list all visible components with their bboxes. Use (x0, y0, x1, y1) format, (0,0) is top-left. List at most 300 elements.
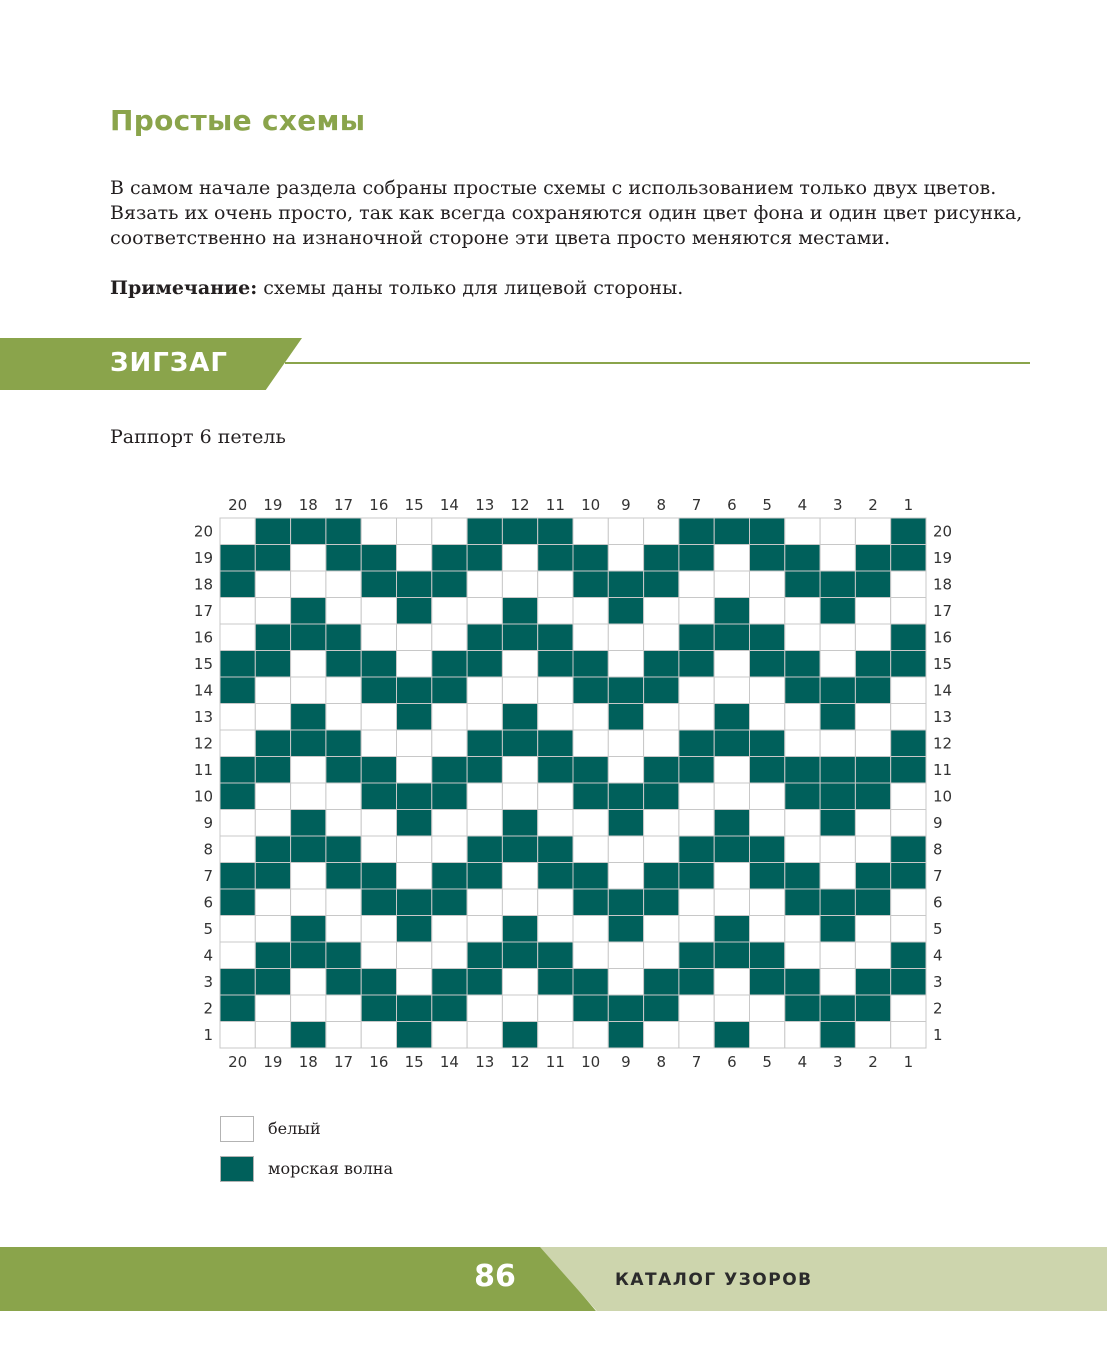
chart-cell-white (538, 995, 573, 1022)
row-number-left: 12 (193, 734, 213, 753)
chart-cell-teal (397, 783, 432, 810)
chart-cell-teal (785, 677, 820, 704)
chart-cell-teal (608, 889, 643, 916)
chart-cell-white (714, 677, 749, 704)
chart-cell-white (432, 810, 467, 837)
chart-cell-teal (573, 651, 608, 678)
chart-cell-teal (714, 810, 749, 837)
chart-cell-white (679, 704, 714, 731)
row-number-right: 20 (933, 522, 953, 541)
chart-cell-white (820, 651, 855, 678)
chart-cell-white (679, 1022, 714, 1049)
column-number-top: 18 (298, 496, 318, 514)
chart-cell-teal (855, 889, 890, 916)
chart-cell-white (361, 916, 396, 943)
chart-cell-white (291, 545, 326, 572)
chart-cell-teal (432, 995, 467, 1022)
chart-cell-teal (326, 757, 361, 784)
chart-cell-teal (467, 730, 502, 757)
chart-cell-teal (644, 969, 679, 996)
row-number-left: 19 (193, 548, 213, 567)
chart-cell-white (538, 889, 573, 916)
chart-cell-white (538, 1022, 573, 1049)
chart-cell-teal (361, 571, 396, 598)
row-number-right: 8 (933, 840, 943, 859)
chart-cell-white (573, 518, 608, 545)
chart-cell-teal (608, 916, 643, 943)
chart-cell-teal (820, 810, 855, 837)
chart-cell-teal (255, 730, 290, 757)
chart-cell-white (820, 836, 855, 863)
chart-cell-teal (220, 571, 255, 598)
chart-cell-teal (644, 677, 679, 704)
chart-cell-teal (291, 916, 326, 943)
chart-cell-white (855, 836, 890, 863)
chart-cell-teal (573, 889, 608, 916)
chart-cell-white (891, 704, 926, 731)
chart-cell-teal (644, 757, 679, 784)
chart-cell-teal (714, 704, 749, 731)
chart-cell-teal (891, 836, 926, 863)
chart-cell-teal (361, 995, 396, 1022)
chart-cell-teal (891, 651, 926, 678)
column-number-bottom: 4 (797, 1053, 808, 1071)
chart-cell-teal (291, 1022, 326, 1049)
chart-cell-teal (397, 916, 432, 943)
chart-cell-white (750, 889, 785, 916)
chart-cell-white (361, 598, 396, 625)
chart-cell-teal (855, 651, 890, 678)
row-number-right: 2 (933, 999, 943, 1018)
column-number-top: 8 (656, 496, 667, 514)
row-number-right: 17 (933, 601, 953, 620)
chart-cell-teal (785, 651, 820, 678)
chart-cell-white (714, 571, 749, 598)
chart-cell-teal (361, 863, 396, 890)
chart-cell-white (891, 598, 926, 625)
chart-cell-teal (432, 969, 467, 996)
chart-cell-teal (855, 969, 890, 996)
row-number-left: 16 (193, 628, 213, 647)
row-number-left: 13 (193, 707, 213, 726)
row-number-left: 17 (193, 601, 213, 620)
chart-cell-teal (679, 969, 714, 996)
page-heading: Простые схемы (110, 104, 366, 137)
chart-cell-white (502, 757, 537, 784)
chart-cell-white (361, 1022, 396, 1049)
note-label: Примечание: (110, 277, 258, 299)
chart-cell-white (397, 757, 432, 784)
chart-cell-teal (326, 651, 361, 678)
chart-cell-teal (820, 783, 855, 810)
chart-cell-teal (432, 757, 467, 784)
legend-swatch-teal (220, 1156, 254, 1182)
chart-cell-white (644, 730, 679, 757)
chart-cell-white (255, 810, 290, 837)
chart-cell-teal (397, 995, 432, 1022)
chart-cell-teal (679, 624, 714, 651)
column-number-bottom: 6 (727, 1053, 737, 1071)
chart-cell-white (608, 651, 643, 678)
chart-cell-white (220, 624, 255, 651)
chart-cell-teal (820, 598, 855, 625)
chart-cell-teal (326, 969, 361, 996)
chart-cell-teal (714, 730, 749, 757)
chart-cell-teal (220, 863, 255, 890)
chart-cell-white (220, 916, 255, 943)
column-number-bottom: 10 (581, 1053, 601, 1071)
chart-cell-white (679, 889, 714, 916)
chart-cell-teal (855, 545, 890, 572)
chart-cell-white (502, 863, 537, 890)
chart-cell-white (220, 1022, 255, 1049)
chart-cell-white (750, 995, 785, 1022)
chart-cell-white (785, 730, 820, 757)
column-number-top: 4 (797, 496, 808, 514)
row-number-right: 12 (933, 734, 953, 753)
chart-cell-white (326, 810, 361, 837)
chart-cell-white (644, 518, 679, 545)
row-number-right: 3 (933, 972, 943, 991)
chart-cell-white (644, 810, 679, 837)
chart-cell-teal (255, 545, 290, 572)
column-number-top: 1 (903, 496, 914, 514)
chart-cell-white (750, 598, 785, 625)
chart-cell-teal (467, 863, 502, 890)
chart-cell-white (891, 1022, 926, 1049)
chart-cell-teal (714, 836, 749, 863)
chart-cell-teal (891, 730, 926, 757)
chart-cell-teal (326, 545, 361, 572)
chart-cell-teal (432, 783, 467, 810)
chart-cell-teal (750, 545, 785, 572)
row-number-left: 3 (203, 972, 213, 991)
chart-cell-white (891, 889, 926, 916)
chart-cell-white (326, 1022, 361, 1049)
chart-cell-teal (255, 518, 290, 545)
chart-cell-teal (891, 624, 926, 651)
chart-cell-teal (714, 916, 749, 943)
chart-cell-teal (291, 730, 326, 757)
chart-cell-white (255, 571, 290, 598)
row-number-left: 7 (203, 866, 213, 885)
chart-cell-white (397, 730, 432, 757)
chart-cell-teal (502, 810, 537, 837)
chart-cell-teal (220, 889, 255, 916)
chart-cell-teal (785, 969, 820, 996)
chart-cell-teal (855, 995, 890, 1022)
column-number-bottom: 12 (510, 1053, 530, 1071)
chart-cell-teal (750, 836, 785, 863)
chart-cell-white (679, 810, 714, 837)
chart-cell-teal (573, 757, 608, 784)
chart-cell-teal (573, 969, 608, 996)
note-text: схемы даны только для лицевой стороны. (257, 277, 684, 299)
chart-cell-white (644, 1022, 679, 1049)
chart-cell-white (679, 995, 714, 1022)
row-number-left: 4 (203, 946, 213, 965)
chart-cell-teal (467, 757, 502, 784)
chart-cell-white (714, 969, 749, 996)
chart-cell-teal (820, 916, 855, 943)
chart-cell-white (291, 651, 326, 678)
chart-cell-teal (750, 730, 785, 757)
row-number-right: 4 (933, 946, 943, 965)
chart-cell-white (502, 545, 537, 572)
chart-cell-teal (750, 969, 785, 996)
chart-cell-white (644, 704, 679, 731)
column-number-bottom: 5 (762, 1053, 772, 1071)
chart-cell-teal (785, 863, 820, 890)
row-number-left: 5 (203, 919, 213, 938)
chart-cell-teal (361, 677, 396, 704)
row-number-right: 9 (933, 813, 943, 832)
chart-cell-teal (855, 757, 890, 784)
column-number-top: 17 (334, 496, 354, 514)
chart-cell-white (397, 651, 432, 678)
chart-cell-teal (397, 704, 432, 731)
chart-cell-white (608, 730, 643, 757)
chart-cell-white (291, 969, 326, 996)
chart-cell-white (820, 730, 855, 757)
chart-cell-white (538, 704, 573, 731)
chart-cell-teal (573, 863, 608, 890)
chart-cell-teal (608, 995, 643, 1022)
chart-cell-teal (785, 757, 820, 784)
chart-cell-white (855, 730, 890, 757)
row-number-left: 20 (193, 522, 213, 541)
chart-cell-teal (750, 518, 785, 545)
chart-cell-white (714, 757, 749, 784)
chart-cell-white (785, 624, 820, 651)
chart-cell-teal (679, 863, 714, 890)
chart-cell-teal (538, 757, 573, 784)
chart-cell-teal (855, 571, 890, 598)
column-number-top: 19 (263, 496, 283, 514)
chart-cell-teal (326, 836, 361, 863)
chart-cell-white (750, 704, 785, 731)
chart-cell-white (255, 1022, 290, 1049)
chart-cell-teal (502, 624, 537, 651)
chart-cell-teal (220, 783, 255, 810)
chart-cell-teal (855, 863, 890, 890)
chart-cell-white (361, 730, 396, 757)
chart-cell-teal (855, 677, 890, 704)
chart-cell-white (432, 518, 467, 545)
chart-cell-white (220, 730, 255, 757)
chart-cell-teal (432, 571, 467, 598)
chart-cell-teal (538, 651, 573, 678)
chart-cell-teal (255, 836, 290, 863)
chart-cell-white (502, 571, 537, 598)
chart-cell-white (608, 518, 643, 545)
chart-cell-white (820, 969, 855, 996)
chart-cell-teal (326, 863, 361, 890)
chart-cell-teal (432, 651, 467, 678)
chart-cell-teal (891, 518, 926, 545)
chart-cell-teal (644, 651, 679, 678)
chart-cell-teal (891, 942, 926, 969)
chart-cell-teal (750, 942, 785, 969)
row-number-left: 6 (203, 893, 213, 912)
chart-cell-white (291, 677, 326, 704)
chart-cell-white (573, 1022, 608, 1049)
chart-cell-teal (467, 518, 502, 545)
chart-cell-white (679, 783, 714, 810)
chart-cell-teal (573, 571, 608, 598)
chart-cell-teal (820, 1022, 855, 1049)
chart-cell-white (891, 783, 926, 810)
chart-cell-white (608, 863, 643, 890)
chart-cell-white (644, 836, 679, 863)
chart-cell-white (502, 969, 537, 996)
chart-cell-teal (785, 783, 820, 810)
chart-cell-white (361, 624, 396, 651)
chart-cell-white (820, 518, 855, 545)
chart-cell-teal (467, 624, 502, 651)
row-number-left: 11 (193, 760, 213, 779)
chart-cell-white (432, 704, 467, 731)
chart-cell-white (255, 704, 290, 731)
chart-cell-teal (891, 545, 926, 572)
chart-cell-white (891, 571, 926, 598)
chart-cell-white (785, 598, 820, 625)
chart-cell-white (679, 677, 714, 704)
chart-cell-teal (291, 518, 326, 545)
row-number-right: 5 (933, 919, 943, 938)
chart-cell-white (255, 995, 290, 1022)
chart-cell-white (750, 810, 785, 837)
chart-cell-teal (714, 518, 749, 545)
chart-cell-white (538, 810, 573, 837)
chart-cell-teal (785, 571, 820, 598)
chart-cell-white (820, 545, 855, 572)
row-number-left: 14 (193, 681, 213, 700)
chart-cell-white (855, 916, 890, 943)
legend-label-teal: морская волна (268, 1159, 394, 1178)
chart-cell-teal (820, 995, 855, 1022)
chart-cell-teal (255, 624, 290, 651)
chart-cell-teal (785, 995, 820, 1022)
chart-cell-teal (432, 863, 467, 890)
column-number-top: 7 (691, 496, 702, 514)
column-number-top: 16 (369, 496, 389, 514)
chart-cell-white (220, 598, 255, 625)
chart-cell-white (608, 757, 643, 784)
chart-cell-teal (502, 598, 537, 625)
chart-cell-white (291, 783, 326, 810)
chart-cell-white (855, 598, 890, 625)
chart-cell-teal (538, 545, 573, 572)
running-head: КАТАЛОГ УЗОРОВ (615, 1270, 813, 1290)
chart-cell-white (855, 942, 890, 969)
chart-cell-white (891, 810, 926, 837)
legend-swatch-white (220, 1116, 254, 1142)
chart-cell-white (538, 783, 573, 810)
chart-cell-white (538, 916, 573, 943)
chart-cell-teal (644, 783, 679, 810)
chart-cell-teal (750, 863, 785, 890)
chart-cell-white (785, 518, 820, 545)
chart-cell-white (538, 571, 573, 598)
chart-cell-teal (679, 730, 714, 757)
column-number-bottom: 15 (404, 1053, 424, 1071)
column-number-top: 20 (228, 496, 248, 514)
chart-cell-white (467, 810, 502, 837)
chart-cell-white (855, 704, 890, 731)
chart-cell-white (432, 942, 467, 969)
chart-cell-white (855, 810, 890, 837)
chart-cell-white (467, 783, 502, 810)
chart-cell-white (644, 916, 679, 943)
column-number-bottom: 1 (903, 1053, 914, 1071)
chart-cell-white (608, 545, 643, 572)
chart-cell-white (502, 651, 537, 678)
chart-cell-teal (220, 677, 255, 704)
column-number-bottom: 13 (475, 1053, 495, 1071)
chart-cell-white (891, 677, 926, 704)
chart-cell-white (326, 916, 361, 943)
chart-cell-white (291, 889, 326, 916)
chart-cell-white (326, 677, 361, 704)
column-number-top: 6 (727, 496, 737, 514)
row-number-right: 19 (933, 548, 953, 567)
chart-cell-teal (538, 942, 573, 969)
chart-cell-teal (361, 969, 396, 996)
chart-cell-white (467, 704, 502, 731)
chart-cell-white (714, 889, 749, 916)
chart-cell-white (361, 942, 396, 969)
column-number-top: 10 (581, 496, 601, 514)
row-number-left: 2 (203, 999, 213, 1018)
column-number-bottom: 19 (263, 1053, 283, 1071)
chart-cell-white (291, 863, 326, 890)
column-number-bottom: 16 (369, 1053, 389, 1071)
chart-cell-white (891, 995, 926, 1022)
chart-cell-teal (432, 889, 467, 916)
chart-cell-teal (679, 942, 714, 969)
chart-cell-white (326, 995, 361, 1022)
chart-cell-teal (361, 889, 396, 916)
row-number-right: 13 (933, 707, 953, 726)
chart-cell-white (750, 916, 785, 943)
column-number-top: 14 (439, 496, 459, 514)
chart-cell-teal (502, 916, 537, 943)
chart-cell-teal (220, 969, 255, 996)
chart-cell-white (326, 889, 361, 916)
chart-cell-white (573, 730, 608, 757)
chart-cell-teal (538, 863, 573, 890)
chart-cell-white (397, 863, 432, 890)
chart-cell-white (432, 836, 467, 863)
column-number-bottom: 20 (228, 1053, 248, 1071)
chart-cell-teal (573, 545, 608, 572)
chart-cell-teal (467, 942, 502, 969)
chart-cell-teal (679, 836, 714, 863)
chart-cell-white (785, 916, 820, 943)
chart-cell-white (220, 518, 255, 545)
chart-cell-white (891, 916, 926, 943)
chart-cell-teal (467, 969, 502, 996)
chart-cell-white (679, 598, 714, 625)
chart-cell-white (467, 1022, 502, 1049)
chart-cell-white (361, 810, 396, 837)
chart-cell-white (644, 624, 679, 651)
chart-cell-white (608, 969, 643, 996)
chart-cell-white (573, 836, 608, 863)
chart-cell-teal (397, 571, 432, 598)
chart-cell-white (608, 624, 643, 651)
